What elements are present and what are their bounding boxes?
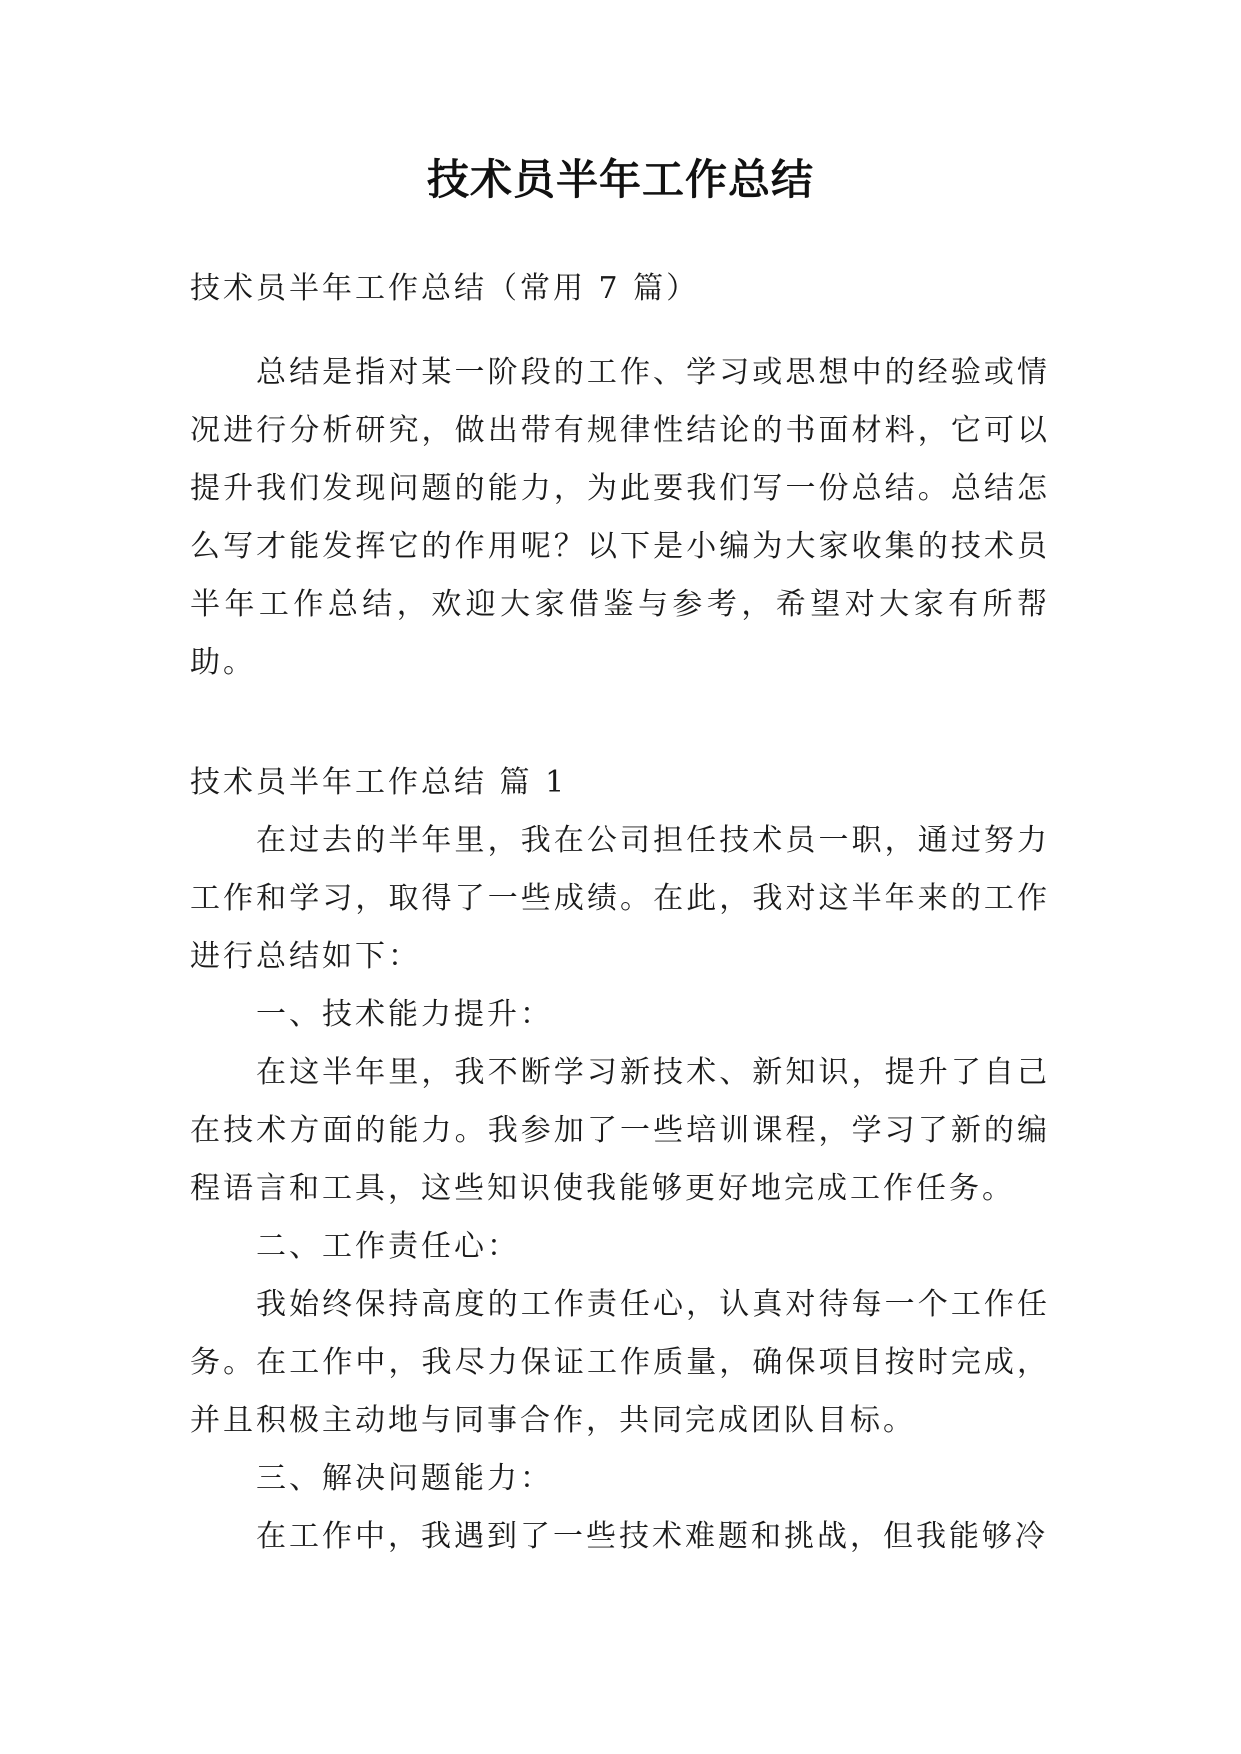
- intro-paragraph: 总结是指对某一阶段的工作、学习或思想中的经验或情况进行分析研究，做出带有规律性结论的书面材料，它可以提升我们发现问题的能力，为此要我们写一份总结。总结怎么写才能发挥它的作用呢？以下是小编为大家收集的技术员半年工作总结，欢迎大家借鉴与参考，希望对大家有所帮助。: [190, 355, 1050, 680]
- section-1-subheading-2: 二、工作责任心：: [256, 1229, 520, 1264]
- section-1-subheading-3: 三、解决问题能力：: [256, 1461, 553, 1496]
- section-1-paragraph: 在工作中，我遇到了一些技术难题和挑战，但我能够冷: [256, 1519, 1048, 1554]
- section-1-paragraph: 我始终保持高度的工作责任心，认真对待每一个工作任务。在工作中，我尽力保证工作质量，确保项目按时完成，并且积极主动地与同事合作，共同完成团队目标。: [190, 1287, 1050, 1438]
- section-1: [190, 754, 1050, 1566]
- document-subtitle: 技术员半年工作总结（常用 7 篇）: [190, 271, 700, 306]
- section-1-paragraph: 在过去的半年里，我在公司担任技术员一职，通过努力工作和学习，取得了一些成绩。在此，我对这半年来的工作进行总结如下：: [190, 823, 1050, 974]
- section-1-subheading-1: 一、技术能力提升：: [256, 997, 553, 1032]
- section-1-paragraph: 在这半年里，我不断学习新技术、新知识，提升了自己在技术方面的能力。我参加了一些培训课程，学习了新的编程语言和工具，这些知识使我能够更好地完成工作任务。: [190, 1055, 1050, 1206]
- section-1-heading: 技术员半年工作总结 篇 1: [190, 765, 568, 800]
- document-title: 技术员半年工作总结: [426, 155, 814, 204]
